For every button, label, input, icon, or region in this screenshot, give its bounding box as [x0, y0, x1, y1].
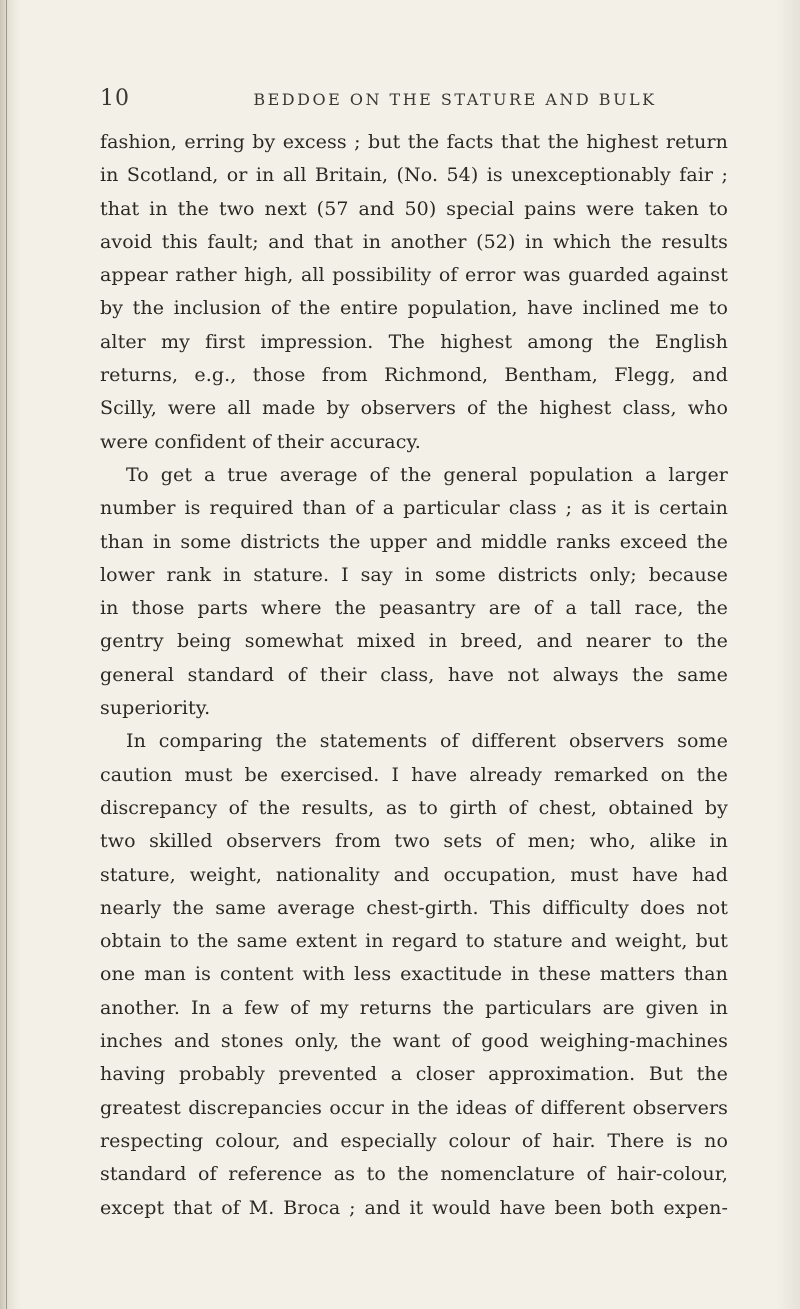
text-line: greatest discrepancies occur in the ideas of different observers [100, 1096, 728, 1119]
text-line: two skilled observers from two sets of men; who, alike in [100, 830, 728, 853]
text-line: in Scotland, or in all Britain, (No. 54) is unexceptionably fair ; [100, 164, 728, 187]
text-line: inches and stones only, the want of good weighing-machines [100, 1030, 728, 1053]
text-line: obtain to the same extent in regard to stature and weight, but [100, 930, 728, 953]
text-line: in those parts where the peasantry are of a tall race, the [100, 597, 728, 620]
text-line: avoid this fault; and that in another (52) in which the results [100, 230, 728, 253]
page-right-edge-shade [776, 0, 800, 1309]
text-line: number is required than of a particular class ; as it is certain [100, 497, 728, 520]
body-text [100, 126, 728, 1225]
page-binding-shadow [0, 0, 22, 1309]
text-line: another. In a few of my returns the particulars are given in [100, 996, 728, 1019]
text-line: standard of reference as to the nomenclature of hair-colour, [100, 1163, 728, 1186]
text-line: nearly the same average chest-girth. This difficulty does not [100, 896, 728, 919]
paragraph [100, 725, 728, 1224]
paragraph [100, 126, 728, 459]
page-binding-edge-line [6, 0, 7, 1309]
text-line: by the inclusion of the entire population, have inclined me to [100, 297, 728, 320]
text-line: Scilly, were all made by observers of the highest class, who [100, 397, 728, 420]
text-line: lower rank in stature. I say in some districts only; because [100, 563, 728, 586]
running-head [100, 86, 740, 116]
text-line: that in the two next (57 and 50) special pains were taken to [100, 197, 728, 220]
text-line: returns, e.g., those from Richmond, Bentham, Flegg, and [100, 364, 728, 387]
paragraph [100, 459, 728, 725]
text-line: general standard of their class, have not always the same [100, 663, 728, 686]
text-line: appear rather high, all possibility of error was guarded against [100, 264, 728, 287]
text-line: superiority. [100, 697, 211, 720]
text-line: caution must be exercised. I have already remarked on the [100, 763, 728, 786]
text-line: respecting colour, and especially colour of hair. There is no [100, 1129, 728, 1152]
text-line: To get a true average of the general population a larger [126, 463, 728, 486]
text-line: In comparing the statements of different observers some [126, 730, 728, 753]
text-line: having probably prevented a closer approximation. But the [100, 1063, 728, 1086]
text-line: than in some districts the upper and middle ranks exceed the [100, 530, 728, 553]
page-number: 10 [100, 86, 130, 111]
text-line: were confident of their accuracy. [100, 430, 421, 453]
text-line: discrepancy of the results, as to girth of chest, obtained by [100, 796, 728, 819]
running-title: BEDDOE ON THE STATURE AND BULK [253, 90, 657, 109]
text-line: stature, weight, nationality and occupation, must have had [100, 863, 728, 886]
text-line: except that of M. Broca ; and it would have been both expen- [100, 1196, 728, 1219]
text-line: gentry being somewhat mixed in breed, and nearer to the [100, 630, 728, 653]
text-line: one man is content with less exactitude in these matters than [100, 963, 728, 986]
text-line: fashion, erring by excess ; but the facts that the highest return [100, 131, 728, 153]
text-line: alter my first impression. The highest among the English [100, 330, 728, 353]
